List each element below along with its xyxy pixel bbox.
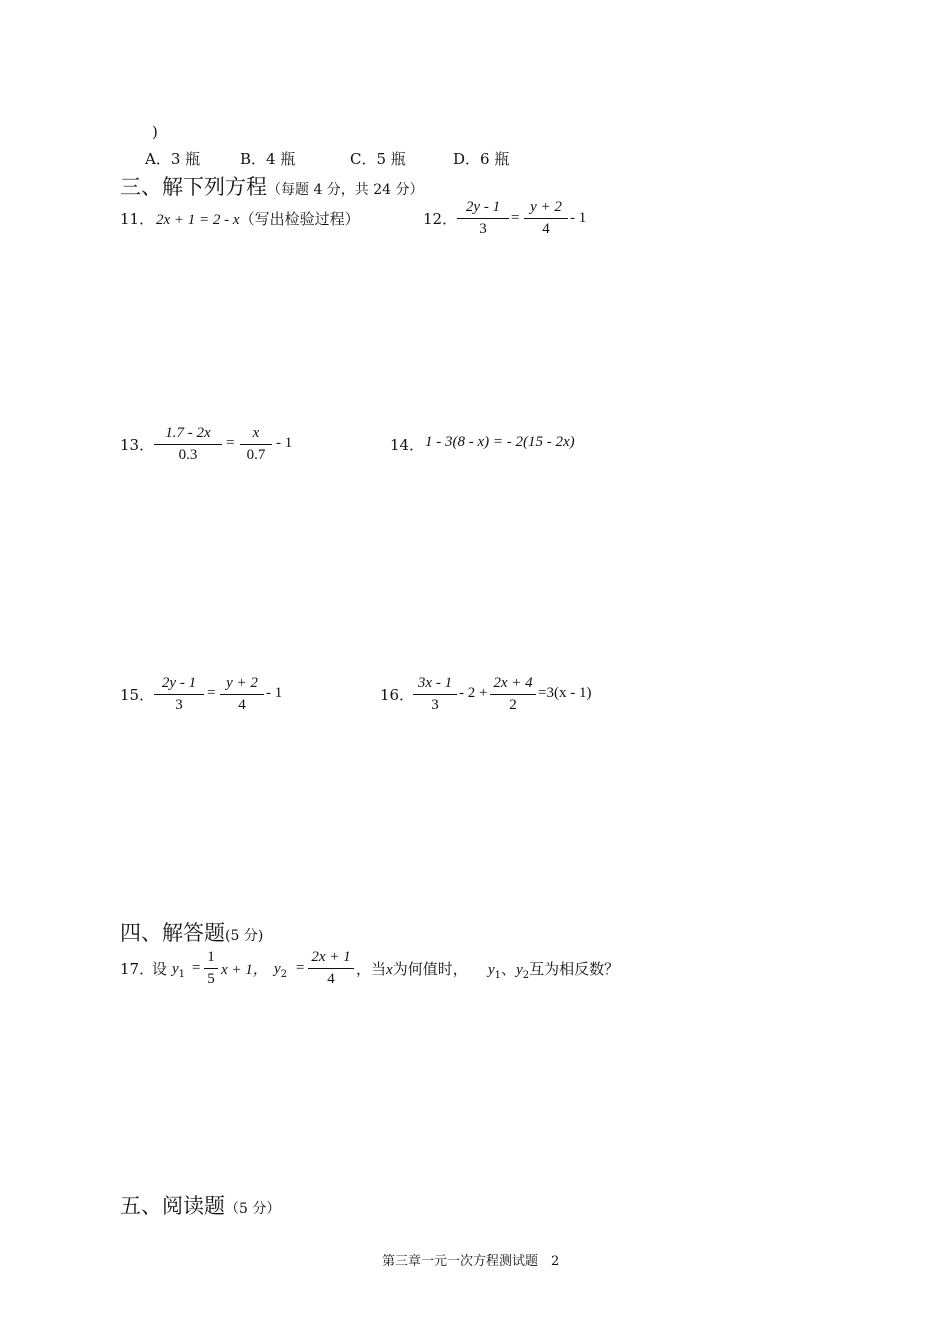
- q16-tail: =3(x - 1): [538, 685, 592, 701]
- q11-equation: [156, 208, 360, 229]
- q16-denominator-2: 2: [509, 697, 517, 713]
- q17-denominator-1: 5: [207, 971, 215, 987]
- q11-var: x: [232, 212, 240, 228]
- q15-denominator-1: 3: [175, 697, 183, 713]
- section-4-heading: [120, 917, 263, 947]
- q17-y1b-subscript: 1: [494, 970, 502, 982]
- option-d: D．6 瓶: [453, 150, 510, 168]
- q16-denominator-1: 3: [431, 697, 439, 713]
- q17-x-symbol: x: [386, 962, 393, 978]
- q15-fraction-1: [154, 675, 204, 714]
- option-c: C．5 瓶: [350, 150, 406, 168]
- q17-y-pair: [488, 958, 619, 981]
- page-footer: 第三章一元一次方程测试题 2: [382, 1254, 560, 1269]
- q15-numerator-2: y + 2: [226, 675, 258, 691]
- section-3-heading: [120, 171, 424, 201]
- q17-fraction-1: [204, 949, 218, 988]
- q17-y2b-subscript: 2: [522, 970, 530, 982]
- q13-numerator-1: 1.7 - 2x: [165, 425, 211, 441]
- q13-number: 13．: [120, 436, 155, 454]
- q17-y2-symbol: y: [274, 961, 281, 977]
- q17-numerator-1: 1: [207, 949, 215, 965]
- q17-y2: [274, 958, 287, 980]
- q17-text-3: 为何值时，: [392, 960, 468, 978]
- q17-number: 17．: [120, 960, 155, 978]
- carryover-paren: ): [152, 123, 158, 141]
- q16-number: 16．: [380, 686, 415, 704]
- q17-y2-subscript: 2: [280, 969, 288, 981]
- q17-separator: 、: [501, 960, 517, 978]
- option-b: B．4 瓶: [240, 150, 296, 168]
- section-5-heading: [120, 1190, 280, 1220]
- q17-y1b-symbol: y: [488, 962, 495, 978]
- q17-equals-2: =: [296, 960, 305, 976]
- q13-tail: - 1: [276, 435, 293, 451]
- q17-y1-subscript: 1: [178, 969, 186, 981]
- q12-denominator-2: 4: [542, 221, 550, 237]
- q12-tail: - 1: [570, 210, 587, 226]
- q12-fraction-2: [524, 199, 568, 238]
- q13-equals: =: [226, 435, 235, 451]
- q17-numerator-2: 2x + 1: [311, 949, 351, 965]
- q14-number: 14．: [390, 436, 425, 454]
- q14-equation: 1 - 3(8 - x) = - 2(15 - 2x): [425, 434, 575, 450]
- q15-numerator-1: 2y - 1: [161, 675, 197, 691]
- q16-numerator-1: 3x - 1: [417, 675, 453, 691]
- q16-numerator-2: 2x + 4: [493, 675, 533, 691]
- section-3-note: （每题 4 分，共 24 分）: [267, 182, 424, 198]
- q16-fraction-1: [413, 675, 457, 714]
- q17-text-2: ，当: [356, 960, 387, 978]
- q13-fraction-2: [240, 425, 272, 464]
- q16-fraction-2: [490, 675, 536, 714]
- q17-lead: 设: [152, 960, 168, 978]
- q13-denominator-1: 0.3: [178, 447, 198, 463]
- option-a: A．3 瓶: [145, 150, 201, 168]
- q12-equals: =: [511, 210, 520, 226]
- q17-question: [356, 958, 468, 979]
- q17-y1-symbol: y: [172, 961, 179, 977]
- q15-fraction-2: [220, 675, 264, 714]
- q17-y2b-symbol: y: [516, 962, 523, 978]
- q17-fraction-2: [308, 949, 354, 988]
- q11-note: （写出检验过程）: [239, 210, 360, 228]
- q17-equals-1: =: [192, 960, 201, 976]
- q15-equals: =: [207, 685, 216, 701]
- q12-numerator-2: y + 2: [530, 199, 562, 215]
- q17-denominator-2: 4: [327, 971, 335, 987]
- q15-denominator-2: 4: [238, 697, 246, 713]
- q17-text-4: 互为相反数？: [529, 960, 620, 978]
- section-4-note: (5 分): [225, 928, 264, 944]
- section-5-note: （5 分）: [225, 1201, 281, 1217]
- q12-denominator-1: 3: [479, 221, 487, 237]
- section-4-title: 四、解答题: [120, 921, 225, 945]
- q12-fraction-1: [457, 199, 509, 238]
- q15-tail: - 1: [266, 685, 283, 701]
- q11-lhs: 2x + 1 = 2 -: [156, 212, 233, 228]
- section-5-title: 五、阅读题: [120, 1194, 225, 1218]
- section-3-title: 三、解下列方程: [120, 175, 267, 199]
- q16-middle: - 2 +: [459, 685, 488, 701]
- q17-term-1: x + 1，: [221, 962, 268, 978]
- q15-number: 15．: [120, 686, 155, 704]
- q13-numerator-2: x: [252, 425, 260, 441]
- q13-fraction-1: [154, 425, 222, 464]
- q12-numerator-1: 2y - 1: [465, 199, 501, 215]
- q17-y1: [172, 958, 185, 980]
- q11-number: 11．: [120, 210, 155, 228]
- q12-number: 12．: [423, 210, 458, 228]
- q13-denominator-2: 0.7: [246, 447, 266, 463]
